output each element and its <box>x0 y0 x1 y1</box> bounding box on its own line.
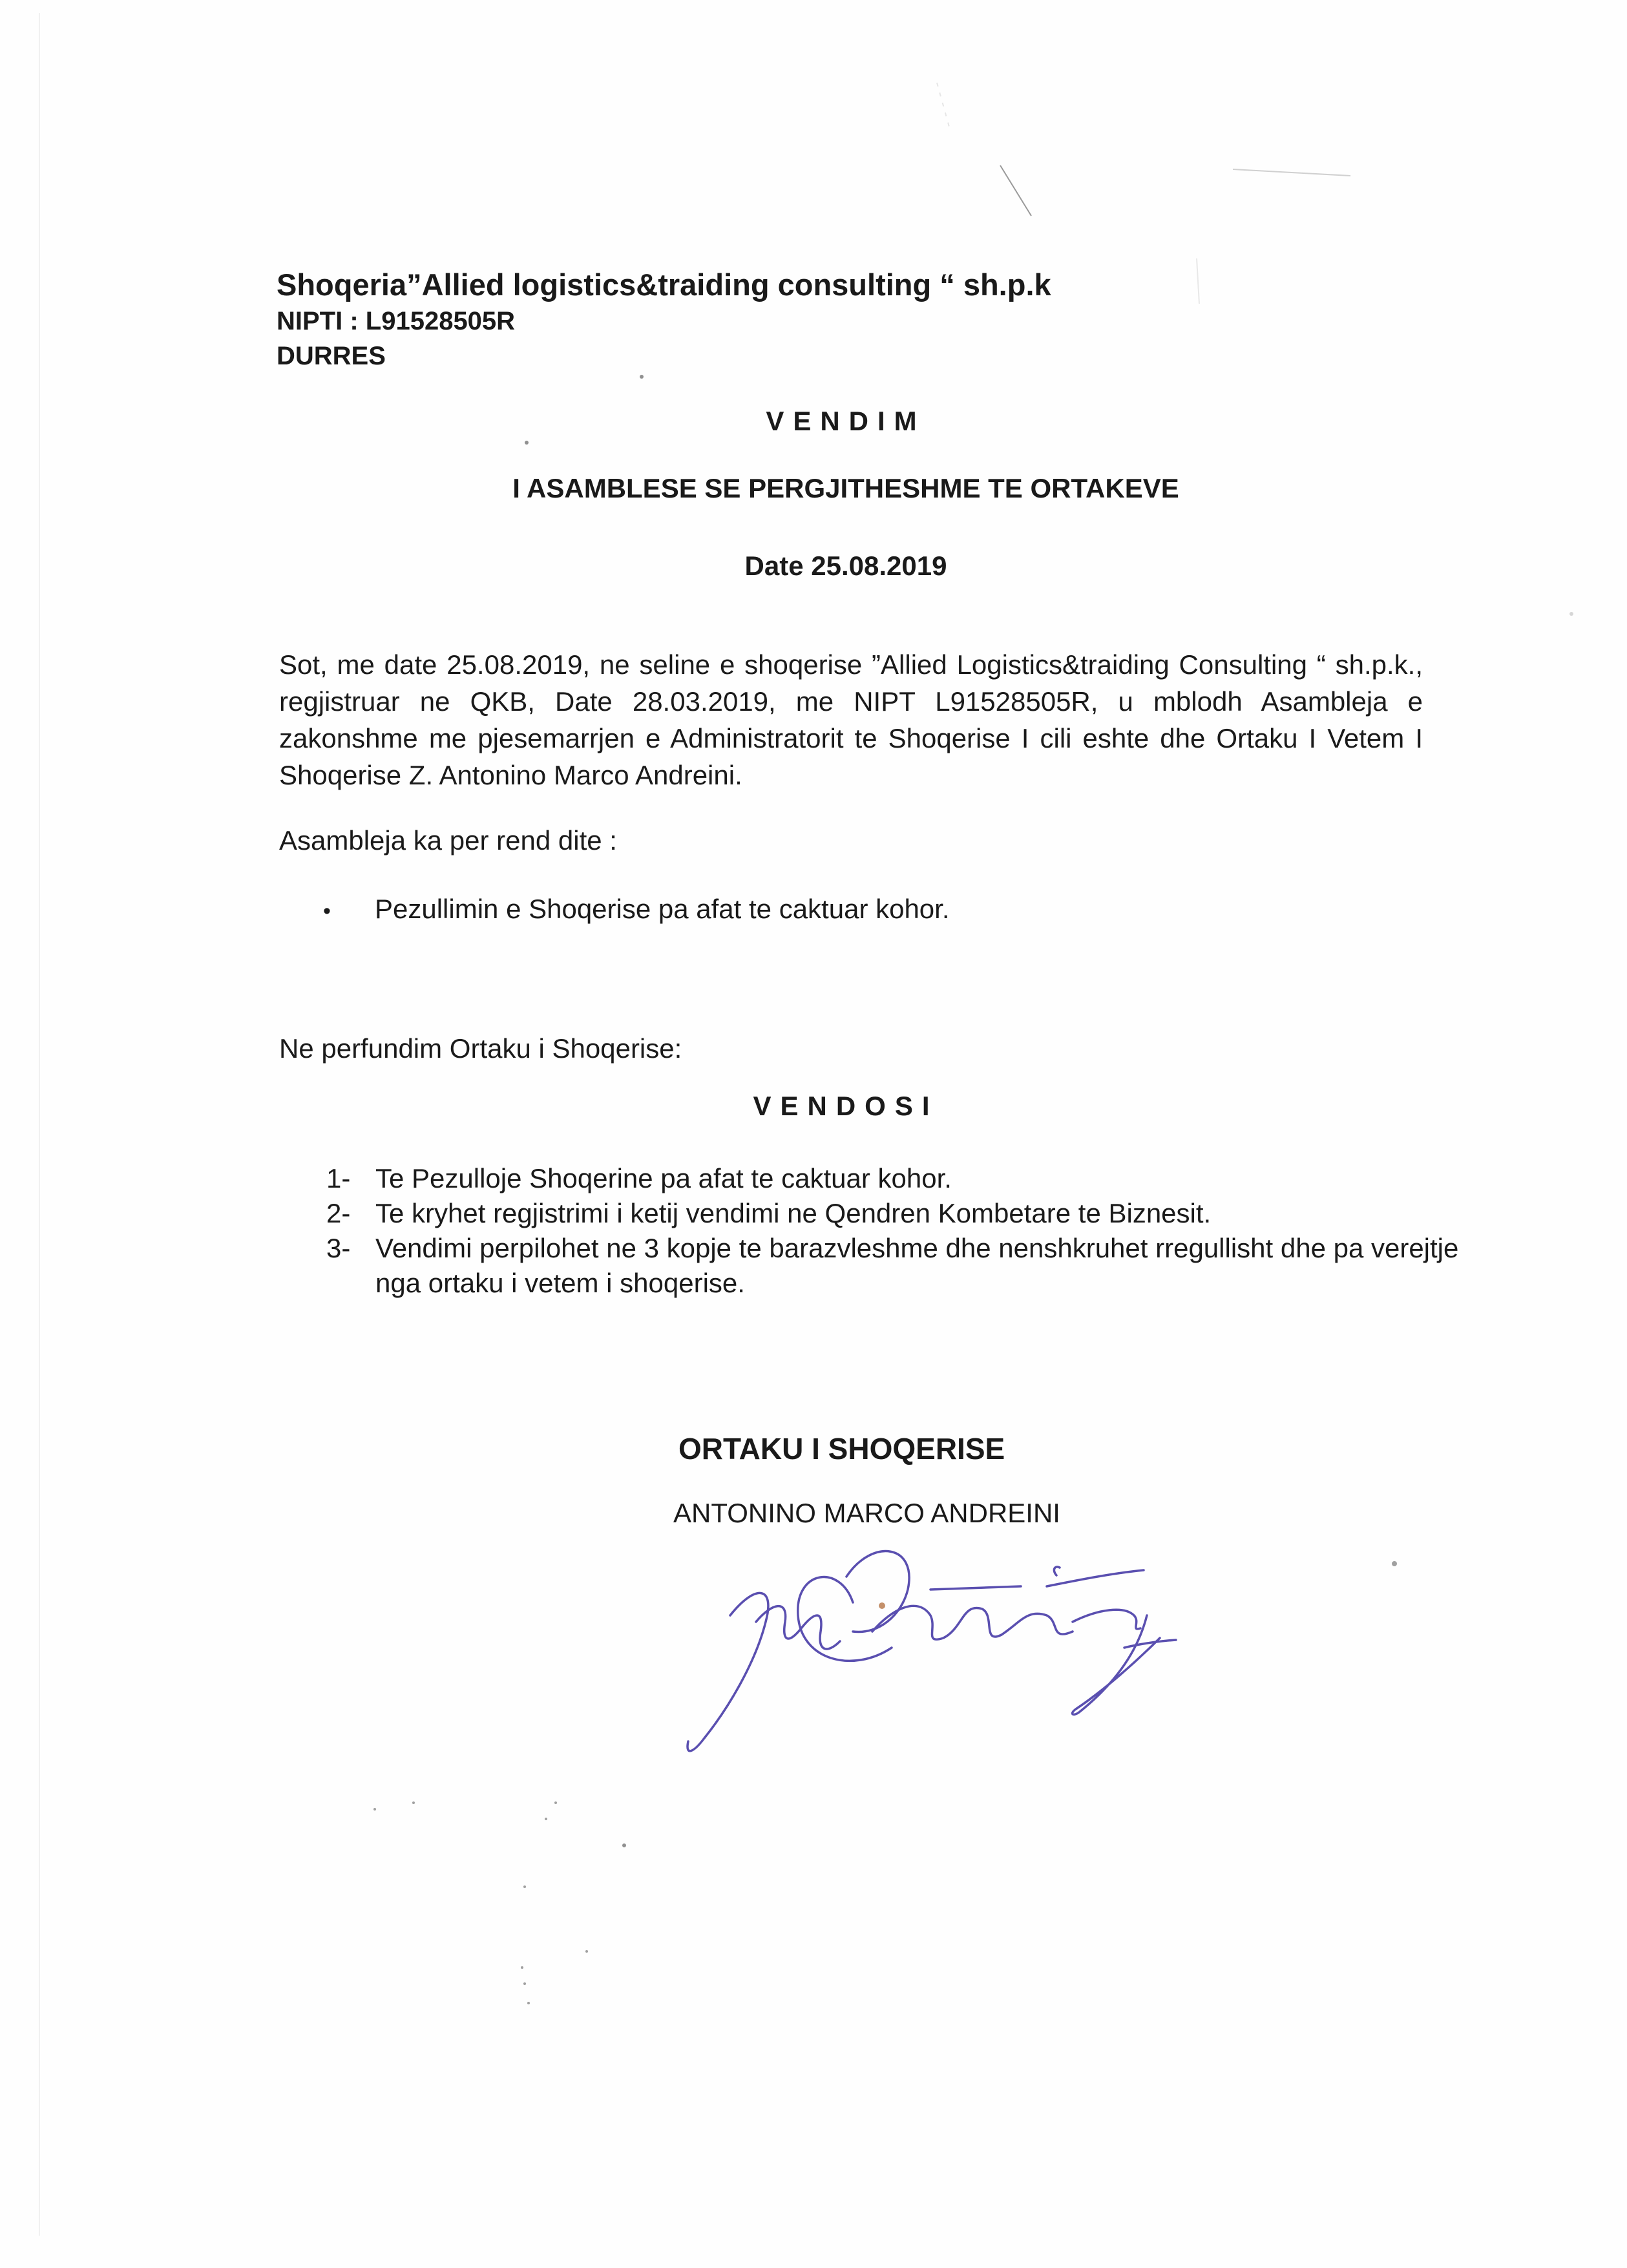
signature-title: ORTAKU I SHOQERISE <box>678 1432 1005 1465</box>
agenda-item <box>323 890 950 930</box>
company-nipt: NIPTI : L91528505R <box>277 307 516 335</box>
document-title: VENDIM <box>766 406 926 436</box>
decision-item <box>326 1196 1464 1231</box>
decision-text: Vendimi perpilohet ne 3 kopje te barazvleshme dhe nenshkruhet rregullisht dhe pa verejtje nga ortaku i vetem i shoqerise. <box>375 1233 1459 1298</box>
document-subtitle: I ASAMBLESE SE PERGJITHESHME TE ORTAKEVE <box>512 473 1179 503</box>
decision-list <box>326 1161 1464 1301</box>
decision-number: 3- <box>326 1233 351 1263</box>
decision-number: 2- <box>326 1198 351 1228</box>
signatory-name: ANTONINO MARCO ANDREINI <box>673 1498 1060 1528</box>
decision-item <box>326 1161 1464 1196</box>
conclusion-line: Ne perfundim Ortaku i Shoqerise: <box>279 1033 682 1064</box>
decision-text: Te kryhet regjistrimi i ketij vendimi ne Qendren Kombetare te Biznesit. <box>375 1198 1212 1228</box>
company-header <box>277 266 1051 373</box>
document-date: Date 25.08.2019 <box>744 551 947 581</box>
intro-paragraph: Sot, me date 25.08.2019, ne seline e shoqerise ”Allied Logistics&traiding Consulting “ sh.p.k., regjistruar ne QKB, Date 28.03.2019, me NIPT L91528505R, u mblodh Asambleja e zakonshme me pjesemarrjen e Administratorit te Shoqerise I cili eshte dhe Ortaku I Vetem I Shoqerise Z. Antonino Marco Andreini. <box>279 649 1423 790</box>
agenda-label: Asambleja ka per rend dite : <box>279 825 617 856</box>
bullet-icon: • <box>323 899 331 923</box>
decision-text: Te Pezulloje Shoqerine pa afat te caktuar kohor. <box>375 1163 952 1193</box>
agenda-item-text: Pezullimin e Shoqerise pa afat te caktuar kohor. <box>375 894 950 924</box>
decision-number: 1- <box>326 1163 351 1193</box>
company-name: Shoqeria”Allied logistics&traiding consulting “ sh.p.k <box>277 268 1051 302</box>
handwritten-signature <box>659 1525 1241 1770</box>
decision-item <box>326 1231 1464 1301</box>
decision-title: VENDOSI <box>753 1091 939 1121</box>
company-city: DURRES <box>277 342 386 370</box>
